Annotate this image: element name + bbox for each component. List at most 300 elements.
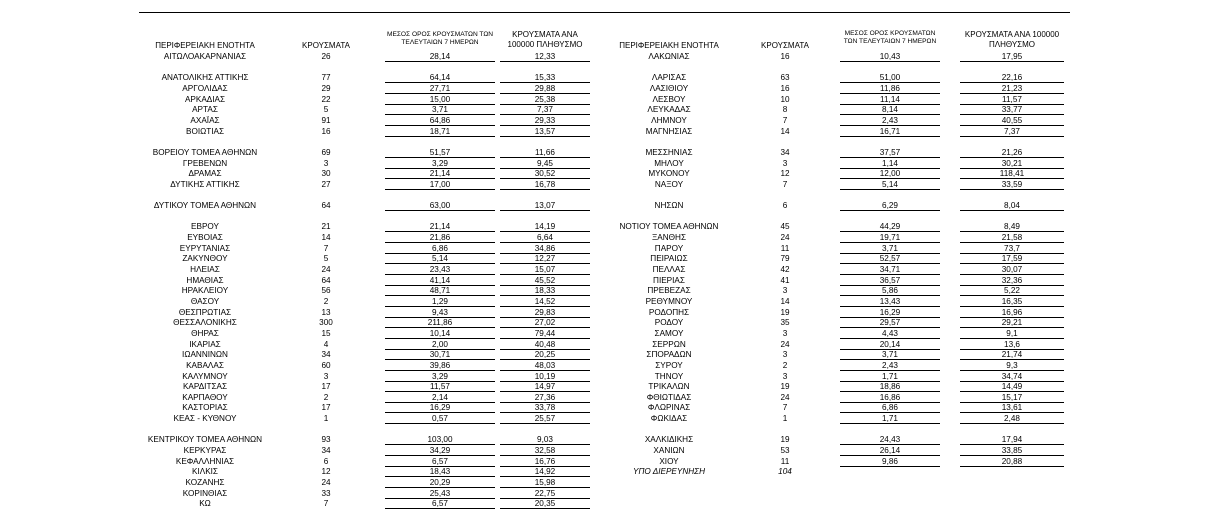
cell-per100k: 7,37 — [537, 105, 553, 115]
cell-avg: 16,29 — [429, 403, 451, 413]
cell-per100k: 16,78 — [534, 179, 556, 189]
cell-region: ΘΗΡΑΣ — [191, 328, 219, 338]
cell-avg: 103,00 — [427, 435, 453, 445]
cell-per100k: 27,02 — [534, 318, 556, 328]
cell-underline — [840, 466, 940, 467]
cell-avg: 18,86 — [879, 382, 901, 392]
cell-per100k: 8,49 — [1004, 222, 1020, 232]
cell-cases: 13 — [321, 307, 331, 317]
cell-per100k: 33,77 — [1001, 105, 1023, 115]
cell-cases: 2 — [782, 360, 788, 370]
cell-cases: 19 — [780, 435, 790, 445]
cell-per100k: 29,88 — [534, 83, 556, 93]
cell-cases: 19 — [780, 307, 790, 317]
cell-cases: 42 — [780, 265, 790, 274]
cell-per100k: 13,07 — [534, 201, 556, 211]
cell-avg: 18,71 — [429, 126, 451, 136]
cell-avg: 36,57 — [879, 275, 901, 285]
cell-avg: 18,43 — [429, 467, 451, 477]
cell-per100k: 22,75 — [534, 488, 556, 498]
cell-avg: 1,29 — [432, 296, 448, 306]
cell-avg: 34,29 — [429, 446, 451, 456]
cell-cases: 69 — [321, 147, 331, 157]
cell-per100k: 14,19 — [534, 222, 556, 232]
cell-cases: 34 — [321, 350, 331, 360]
cell-cases: 6 — [323, 456, 329, 466]
header-avg-right: ΜΕΣΟΣ ΟΡΟΣ ΚΡΟΥΣΜΑΤΩΝ ΤΩΝ ΤΕΛΕΥΤΑΙΩΝ 7 ΗΜΕΡΩΝ — [843, 30, 937, 45]
cell-region: ΑΧΑΪΑΣ — [190, 115, 220, 125]
cell-avg: 23,43 — [429, 265, 451, 274]
cell-cases: 35 — [780, 318, 790, 328]
cell-per100k: 73,7 — [1004, 243, 1020, 253]
cell-underline — [385, 423, 495, 424]
cell-per100k: 40,55 — [1001, 115, 1023, 125]
cell-underline — [385, 508, 495, 509]
cell-region: ΛΕΥΚΑΔΑΣ — [647, 105, 691, 115]
cell-avg: 8,14 — [882, 105, 898, 115]
cell-per100k: 16,96 — [1001, 307, 1023, 317]
cell-avg: 2,43 — [882, 360, 898, 370]
cell-per100k: 9,45 — [537, 158, 553, 168]
cell-avg: 26,14 — [879, 446, 901, 456]
cell-cases: 29 — [321, 83, 331, 93]
cell-avg: 1,71 — [882, 414, 898, 424]
cell-cases: 79 — [780, 254, 790, 264]
cell-per100k: 16,76 — [534, 456, 556, 466]
cell-cases: 7 — [323, 243, 329, 253]
cell-per100k: 14,49 — [1001, 382, 1023, 392]
cell-avg: 3,71 — [882, 243, 898, 253]
cell-cases: 14 — [780, 296, 790, 306]
cell-region: ΑΝΑΤΟΛΙΚΗΣ ΑΤΤΙΚΗΣ — [161, 73, 249, 83]
cell-avg: 37,57 — [879, 147, 901, 157]
cell-region: ΛΕΣΒΟΥ — [652, 94, 686, 104]
cell-region: ΛΑΡΙΣΑΣ — [651, 73, 687, 83]
cell-cases: 21 — [321, 222, 331, 232]
header-cases-right: ΚΡΟΥΣΜΑΤΑ — [761, 41, 809, 50]
cell-avg: 10,43 — [879, 52, 901, 61]
cell-avg: 39,86 — [429, 360, 451, 370]
cell-per100k: 15,33 — [534, 73, 556, 83]
cell-region: ΜΕΣΣΗΝΙΑΣ — [645, 147, 693, 157]
cell-per100k: 30,52 — [534, 169, 556, 179]
cell-cases: 11 — [780, 243, 790, 253]
cell-cases: 24 — [780, 392, 790, 402]
cell-per100k: 12,27 — [534, 254, 556, 264]
cell-per100k: 18,33 — [534, 286, 556, 296]
cell-avg: 9,43 — [432, 307, 448, 317]
cell-avg: 11,14 — [880, 94, 900, 104]
cell-cases: 4 — [323, 339, 329, 349]
cell-underline — [960, 466, 1064, 467]
cell-per100k: 17,95 — [1001, 52, 1023, 61]
cell-cases: 7 — [782, 403, 788, 413]
header-per100k-left: ΚΡΟΥΣΜΑΤΑ ΑΝΑ 100000 ΠΛΗΘΥΣΜΟ — [507, 30, 583, 49]
cell-region: ΧΑΝΙΩΝ — [653, 446, 685, 456]
cell-region: ΚΙΛΚΙΣ — [191, 467, 218, 477]
cell-cases: 27 — [321, 179, 331, 189]
cell-cases: 3 — [782, 350, 788, 360]
cell-region: ΚΑΒΑΛΑΣ — [186, 360, 224, 370]
cell-avg: 6,86 — [882, 403, 898, 413]
cell-per100k: 25,57 — [534, 414, 556, 424]
cell-region: ΒΟΡΕΙΟΥ ΤΟΜΕΑ ΑΘΗΝΩΝ — [152, 147, 258, 157]
cell-cases: 63 — [780, 73, 790, 83]
cell-avg: 16,86 — [879, 392, 901, 402]
top-rule — [139, 12, 1070, 13]
cell-per100k: 21,23 — [1001, 83, 1023, 93]
cell-cases: 8 — [782, 105, 788, 115]
cell-region: ΜΗΛΟΥ — [654, 158, 684, 168]
cell-avg: 25,43 — [429, 488, 451, 498]
cell-region: ΚΟΖΑΝΗΣ — [185, 478, 225, 487]
cell-region: ΣΕΡΡΩΝ — [652, 339, 686, 349]
cell-per100k: 33,85 — [1001, 446, 1023, 456]
cell-per100k: 33,59 — [1001, 179, 1023, 189]
cell-per100k: 5,22 — [1004, 286, 1020, 296]
cell-per100k: 29,83 — [534, 307, 556, 317]
cell-region: ΠΕΛΛΑΣ — [652, 265, 686, 274]
cell-region: ΓΡΕΒΕΝΩΝ — [182, 158, 228, 168]
cell-cases: 19 — [780, 382, 790, 392]
cell-avg: 3,71 — [882, 350, 898, 360]
cell-region: ΚΕΦΑΛΛΗΝΙΑΣ — [175, 456, 235, 466]
cell-region: ΡΟΔΟΥ — [654, 318, 684, 328]
cell-underline — [500, 508, 590, 509]
cell-underline — [960, 61, 1064, 62]
cell-avg: 41,14 — [429, 275, 451, 285]
cell-per100k: 20,25 — [534, 350, 556, 360]
cell-avg: 2,43 — [882, 115, 898, 125]
cell-per100k: 2,48 — [1004, 414, 1020, 424]
cell-cases: 30 — [321, 169, 331, 179]
cell-avg: 3,71 — [432, 105, 448, 115]
cell-region: ΣΑΜΟΥ — [654, 328, 684, 338]
cell-cases: 11 — [780, 456, 790, 466]
cell-avg: 6,57 — [432, 456, 448, 466]
cell-avg: 4,43 — [882, 328, 898, 338]
cell-cases: 12 — [780, 169, 790, 179]
cell-per100k: 22,16 — [1001, 73, 1023, 83]
cell-per100k: 34,74 — [1001, 371, 1023, 381]
cell-cases: 3 — [323, 158, 329, 168]
cell-region: ΜΑΓΝΗΣΙΑΣ — [645, 126, 693, 136]
cell-region: ΘΕΣΠΡΩΤΙΑΣ — [178, 307, 232, 317]
cell-per100k: 10,19 — [534, 371, 556, 381]
cell-avg: 29,57 — [879, 318, 901, 328]
cell-avg: 16,29 — [879, 307, 901, 317]
cell-per100k: 14,97 — [534, 382, 556, 392]
cell-region: ΕΥΡΥΤΑΝΙΑΣ — [179, 243, 231, 253]
cell-avg: 13,43 — [879, 296, 901, 306]
cell-avg: 3,29 — [432, 371, 448, 381]
cell-region: ΘΕΣΣΑΛΟΝΙΚΗΣ — [173, 318, 237, 328]
cell-avg: 20,29 — [429, 478, 451, 487]
cell-avg: 51,00 — [879, 73, 901, 83]
cell-per100k: 9,3 — [1006, 360, 1018, 370]
cell-region: ΛΗΜΝΟΥ — [651, 115, 687, 125]
cell-region: ΔΡΑΜΑΣ — [188, 169, 222, 179]
cell-avg: 28,14 — [429, 52, 451, 61]
cell-per100k: 21,26 — [1001, 147, 1023, 157]
cell-cases: 91 — [321, 115, 331, 125]
header-region-right: ΠΕΡΙΦΕΡΕΙΑΚΗ ΕΝΟΤΗΤΑ — [619, 41, 719, 50]
cell-avg: 52,57 — [879, 254, 901, 264]
cell-region: ΦΛΩΡΙΝΑΣ — [647, 403, 691, 413]
cell-underline — [385, 136, 495, 137]
cell-cases: 14 — [780, 126, 790, 136]
cell-cases: 24 — [321, 265, 331, 274]
cell-avg: 5,86 — [882, 286, 898, 296]
cell-region: ΝΟΤΙΟΥ ΤΟΜΕΑ ΑΘΗΝΩΝ — [619, 222, 719, 232]
cell-per100k: 21,74 — [1001, 350, 1023, 360]
cell-per100k: 13,6 — [1004, 339, 1020, 349]
cell-avg: 11,86 — [880, 83, 900, 93]
cell-cases: 2 — [323, 296, 329, 306]
cell-avg: 24,43 — [879, 435, 901, 445]
cell-avg: 19,71 — [879, 233, 901, 243]
cell-avg: 0,57 — [432, 414, 448, 424]
cell-region: ΒΟΙΩΤΙΑΣ — [185, 126, 225, 136]
cell-region: ΞΑΝΘΗΣ — [651, 233, 687, 243]
cell-per100k: 29,33 — [534, 115, 556, 125]
header-cases-left: ΚΡΟΥΣΜΑΤΑ — [302, 41, 350, 50]
cell-region: ΤΡΙΚΑΛΩΝ — [648, 382, 690, 392]
cell-region: ΚΑΡΠΑΘΟΥ — [182, 392, 228, 402]
cell-avg: 5,14 — [432, 254, 448, 264]
cell-avg: 11,57 — [430, 382, 450, 392]
cell-cases: 5 — [323, 254, 329, 264]
cell-avg: 30,71 — [429, 350, 451, 360]
cell-underline — [500, 189, 590, 190]
cell-avg: 44,29 — [879, 222, 901, 232]
cell-region: ΧΙΟΥ — [659, 456, 679, 466]
cell-avg: 10,14 — [429, 328, 451, 338]
cell-per100k: 11,57 — [1002, 94, 1022, 104]
cell-avg: 6,57 — [432, 499, 448, 509]
cell-per100k: 27,36 — [534, 392, 556, 402]
cell-cases: 93 — [321, 435, 331, 445]
cell-cases: 17 — [321, 382, 331, 392]
cell-underline — [960, 423, 1064, 424]
cell-underline — [840, 136, 940, 137]
cell-per100k: 21,58 — [1001, 233, 1023, 243]
cell-avg: 51,57 — [429, 147, 451, 157]
cell-avg: 21,14 — [429, 169, 451, 179]
cell-region: ΦΘΙΩΤΙΔΑΣ — [646, 392, 692, 402]
cell-region: ΚΕΑΣ - ΚΥΘΝΟΥ — [173, 414, 237, 424]
cell-cases: 64 — [321, 275, 331, 285]
cell-underline — [500, 61, 590, 62]
cell-cases: 16 — [321, 126, 331, 136]
cell-underline — [385, 210, 495, 211]
cell-per100k: 9,1 — [1006, 328, 1018, 338]
cell-avg: 20,14 — [879, 339, 901, 349]
cell-cases: 7 — [323, 499, 329, 509]
cell-avg: 21,86 — [429, 233, 451, 243]
cell-per100k: 8,04 — [1004, 201, 1020, 211]
cell-cases: 14 — [321, 233, 331, 243]
cell-cases: 1 — [323, 414, 329, 424]
cell-underline — [840, 423, 940, 424]
cell-region: ΛΑΚΩΝΙΑΣ — [648, 52, 690, 61]
cell-per100k: 12,33 — [534, 52, 556, 61]
header-region-left: ΠΕΡΙΦΕΡΕΙΑΚΗ ΕΝΟΤΗΤΑ — [155, 41, 255, 50]
cell-cases: 3 — [782, 328, 788, 338]
cell-per100k: 15,17 — [1001, 392, 1023, 402]
cell-avg: 3,29 — [432, 158, 448, 168]
cell-per100k: 14,52 — [534, 296, 556, 306]
cell-cases: 53 — [780, 446, 790, 456]
cell-avg: 2,00 — [432, 339, 448, 349]
cell-underline — [500, 136, 590, 137]
cell-region: ΗΛΕΙΑΣ — [190, 265, 220, 274]
cell-per100k: 6,64 — [537, 233, 553, 243]
cell-region: ΑΡΓΟΛΙΔΑΣ — [182, 83, 228, 93]
cell-region: ΝΑΞΟΥ — [654, 179, 684, 189]
cell-cases: 60 — [321, 360, 331, 370]
cell-per100k: 11,66 — [535, 147, 555, 157]
cell-region: ΚΟΡΙΝΘΙΑΣ — [182, 488, 228, 498]
cell-cases: 41 — [780, 275, 790, 285]
cell-cases: 6 — [782, 201, 788, 211]
header-avg-left: ΜΕΣΟΣ ΟΡΟΣ ΚΡΟΥΣΜΑΤΩΝ ΤΩΝ ΤΕΛΕΥΤΑΙΩΝ 7 ΗΜΕΡΩΝ — [386, 31, 494, 46]
cell-underline — [500, 210, 590, 211]
cell-per100k: 25,38 — [534, 94, 556, 104]
cell-cases: 15 — [321, 328, 331, 338]
cell-region: ΦΩΚΙΔΑΣ — [650, 414, 688, 424]
cell-cases: 26 — [321, 52, 331, 61]
cell-region: ΡΕΘΥΜΝΟΥ — [645, 296, 693, 306]
cell-per100k: 15,98 — [534, 478, 556, 487]
cell-per100k: 32,36 — [1001, 275, 1023, 285]
cell-region: ΣΠΟΡΑΔΩΝ — [646, 350, 692, 360]
cell-per100k: 33,78 — [534, 403, 556, 413]
cell-cases: 10 — [780, 94, 790, 104]
cell-cases: 24 — [321, 478, 331, 487]
cell-cases: 2 — [323, 392, 329, 402]
cell-region: ΚΑΛΥΜΝΟΥ — [182, 371, 228, 381]
cell-per100k: 30,07 — [1001, 265, 1023, 274]
cell-region: ΠΡΕΒΕΖΑΣ — [647, 286, 691, 296]
cell-cases: 64 — [321, 201, 331, 211]
header-per100k-right: ΚΡΟΥΣΜΑΤΑ ΑΝΑ 100000 ΠΛΗΘΥΣΜΟ — [964, 30, 1060, 49]
cell-region: ΚΩ — [199, 499, 211, 509]
cell-avg: 21,14 — [429, 222, 451, 232]
cell-cases: 3 — [323, 371, 329, 381]
cell-region: ΗΜΑΘΙΑΣ — [186, 275, 224, 285]
cell-cases: 77 — [321, 73, 331, 83]
cell-region: ΛΑΣΙΘΙΟΥ — [649, 83, 689, 93]
cell-underline — [840, 61, 940, 62]
cell-region: ΑΡΚΑΔΙΑΣ — [184, 94, 226, 104]
cell-cases: 5 — [323, 105, 329, 115]
cell-region: ΘΑΣΟΥ — [190, 296, 220, 306]
cell-cases: 24 — [780, 339, 790, 349]
cell-per100k: 40,48 — [534, 339, 556, 349]
cell-underline — [385, 189, 495, 190]
cell-per100k: 32,58 — [534, 446, 556, 456]
cell-per100k: 13,61 — [1001, 403, 1023, 413]
cell-region: ΠΕΙΡΑΙΩΣ — [650, 254, 688, 264]
cell-avg: 211,86 — [427, 318, 453, 328]
cell-per100k: 17,59 — [1001, 254, 1023, 264]
cell-region: ΠΑΡΟΥ — [654, 243, 684, 253]
cell-underline — [385, 61, 495, 62]
cell-avg: 48,71 — [429, 286, 451, 296]
cell-cases: 17 — [321, 403, 331, 413]
cell-avg: 6,86 — [432, 243, 448, 253]
cell-region: ΕΒΡΟΥ — [191, 222, 219, 232]
cell-underline — [840, 210, 940, 211]
cell-per100k: 7,37 — [1004, 126, 1020, 136]
cell-per100k: 48,03 — [534, 360, 556, 370]
cell-avg: 27,71 — [429, 83, 451, 93]
cell-avg: 12,00 — [879, 169, 901, 179]
cell-per100k: 20,35 — [534, 499, 556, 509]
cell-per100k: 14,92 — [534, 467, 556, 477]
cell-region: ΚΕΡΚΥΡΑΣ — [183, 446, 227, 456]
cell-cases: 45 — [780, 222, 790, 232]
cell-region: ΚΑΡΔΙΤΣΑΣ — [182, 382, 228, 392]
cell-cases: 34 — [321, 446, 331, 456]
cell-cases: 104 — [778, 467, 792, 477]
cell-region: ΑΙΤΩΛΟΑΚΑΡΝΑΝΙΑΣ — [163, 52, 247, 61]
cell-region: ΣΥΡΟΥ — [655, 360, 683, 370]
cell-region: ΕΥΒΟΙΑΣ — [187, 233, 223, 243]
cell-cases: 3 — [782, 286, 788, 296]
cell-region: ΠΙΕΡΙΑΣ — [653, 275, 685, 285]
cell-region: ΖΑΚΥΝΘΟΥ — [182, 254, 228, 264]
cell-per100k: 29,21 — [1001, 318, 1023, 328]
cell-cases: 3 — [782, 371, 788, 381]
cell-avg: 63,00 — [429, 201, 451, 211]
cell-region: ΡΟΔΟΠΗΣ — [648, 307, 690, 317]
cell-underline — [500, 423, 590, 424]
cell-cases: 22 — [321, 94, 331, 104]
cell-cases: 16 — [780, 83, 790, 93]
cell-avg: 64,86 — [429, 115, 451, 125]
cell-per100k: 17,94 — [1001, 435, 1023, 445]
cell-region: ΔΥΤΙΚΗΣ ΑΤΤΙΚΗΣ — [170, 179, 240, 189]
cell-cases: 3 — [782, 158, 788, 168]
cell-avg: 2,14 — [432, 392, 448, 402]
cell-cases: 16 — [780, 52, 790, 61]
cell-region: ΜΥΚΟΝΟΥ — [648, 169, 690, 179]
cell-region: ΔΥΤΙΚΟΥ ΤΟΜΕΑ ΑΘΗΝΩΝ — [153, 201, 257, 211]
cell-avg: 17,00 — [429, 179, 451, 189]
cell-per100k: 9,03 — [537, 435, 553, 445]
cell-region: ΧΑΛΚΙΔΙΚΗΣ — [644, 435, 694, 445]
cell-underline — [840, 189, 940, 190]
cell-per100k: 16,35 — [1001, 296, 1023, 306]
cell-per100k: 15,07 — [534, 265, 556, 274]
cell-avg: 15,00 — [429, 94, 451, 104]
cell-per100k: 34,86 — [534, 243, 556, 253]
cell-region: ΥΠΟ ΔΙΕΡΕΥΝΗΣΗ — [633, 467, 705, 477]
cell-cases: 300 — [319, 318, 333, 328]
cell-cases: 33 — [321, 488, 331, 498]
cell-region: ΙΚΑΡΙΑΣ — [189, 339, 221, 349]
cell-avg: 6,29 — [882, 201, 898, 211]
cell-region: ΚΑΣΤΟΡΙΑΣ — [182, 403, 228, 413]
cell-per100k: 45,52 — [534, 275, 556, 285]
cell-region: ΤΗΝΟΥ — [654, 371, 684, 381]
cell-region: ΗΡΑΚΛΕΙΟΥ — [181, 286, 229, 296]
cell-region: ΙΩΑΝΝΙΝΩΝ — [182, 350, 228, 360]
cell-cases: 7 — [782, 179, 788, 189]
cell-avg: 64,14 — [429, 73, 451, 83]
